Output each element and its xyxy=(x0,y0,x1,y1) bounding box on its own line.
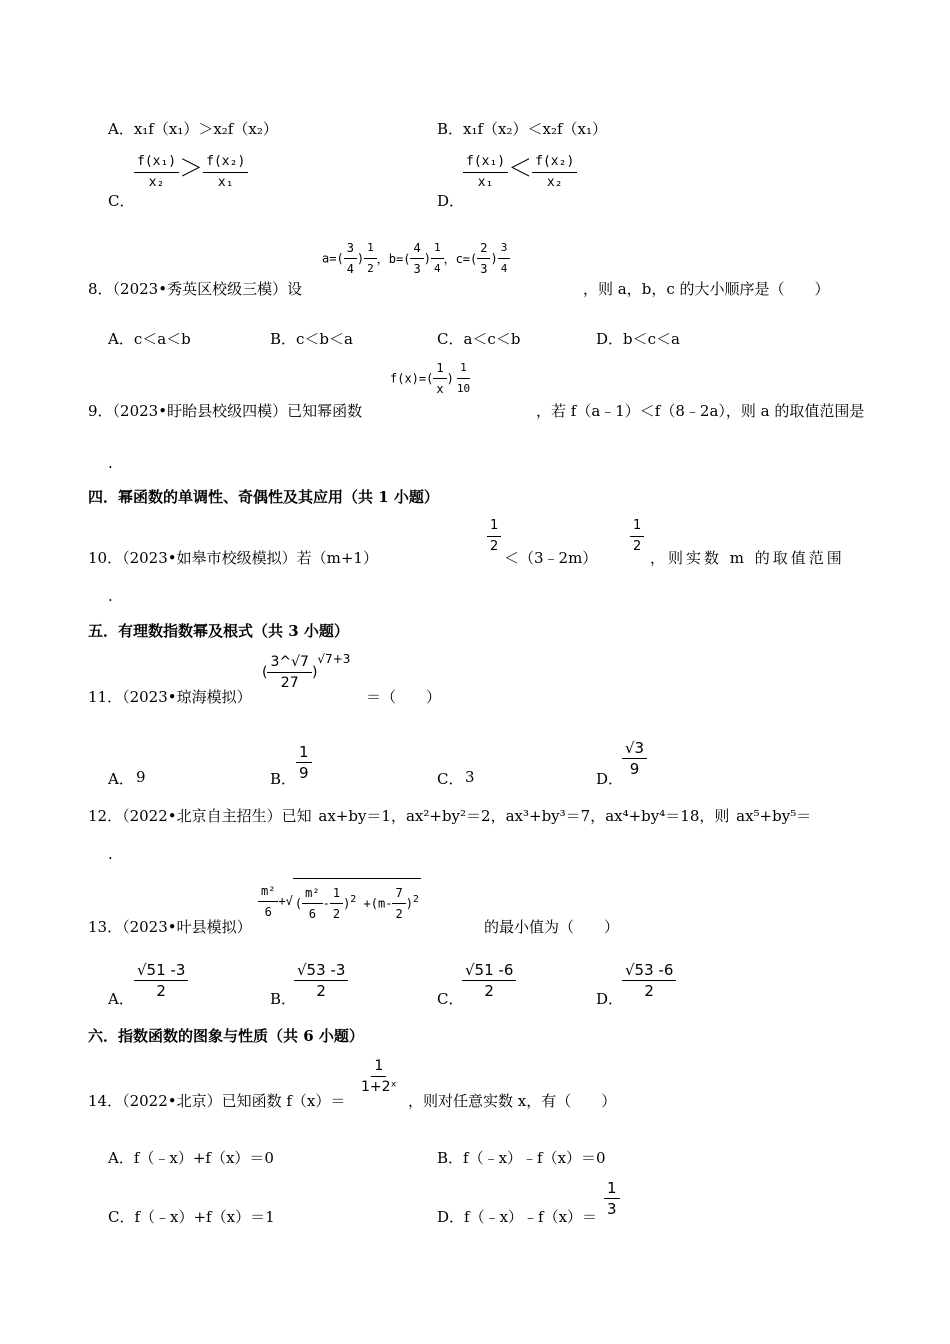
q7-option-d-label: D． xyxy=(437,192,465,210)
q11-option-c: 3 xyxy=(465,768,475,786)
q14-option-c: C．f（﹣x）+f（x）＝1 xyxy=(108,1208,275,1226)
q11-option-d-label: D． xyxy=(596,770,624,788)
q11-option-b: $\frac{1}{9}$ xyxy=(296,742,312,783)
q7-option-a: A．x₁f（x₁）＞x₂f（x₂） xyxy=(108,120,278,138)
c-frac2-num: f(x₂) xyxy=(203,152,248,173)
q9-formula: f(x)=( $\frac{1}{x}$ ) $^{\frac{1}{10}}$ xyxy=(390,358,473,399)
q9-blank: . xyxy=(108,454,113,472)
q13-option-d-label: D． xyxy=(596,990,624,1008)
q8-option-d: D．b＜c＜a xyxy=(596,330,680,348)
q7-option-b: B．x₁f（x₂）＜x₂f（x₁） xyxy=(437,120,608,138)
q8-option-a: A．c＜a＜b xyxy=(108,330,191,348)
q13-option-c-label: C． xyxy=(437,990,464,1008)
section-4-heading: 四．幂函数的单调性、奇偶性及其应用（共 1 小题） xyxy=(88,488,439,506)
q13-formula: $\frac{\text{m²}}{6}$ +√ ( $\frac{\text{m²}}{6}$ - $\frac{1}{2}$ )$^2$ +(m- $\frac{7}{2}$ )$^2$ xyxy=(258,878,421,924)
q10-exp1: $\frac{1}{2}$ xyxy=(487,516,501,557)
d-op: ＜ xyxy=(508,154,533,182)
c-frac1-den: x₂ xyxy=(148,175,165,190)
q14-formula: $\frac{1}{\text{1+2ˣ}}$ xyxy=(361,1058,397,1095)
q13-option-d: $\frac{√53 -6}{2}$ xyxy=(622,960,676,1001)
q13-stem: 13．（2023•叶县模拟） xyxy=(88,918,252,936)
q13-option-b: $\frac{√53 -3}{2}$ xyxy=(294,960,348,1001)
q8-stem: 8．（2023•秀英区校级三模）设 xyxy=(88,280,303,298)
c-frac1-num: f(x₁) xyxy=(134,152,179,173)
q8-tail: ，则 a，b，c 的大小顺序是（ ） xyxy=(583,280,830,298)
q10-stem: 10．（2023•如皋市校级模拟）若（m+1） xyxy=(88,549,378,567)
q8-option-b: B．c＜b＜a xyxy=(270,330,353,348)
c-frac2-den: x₁ xyxy=(217,175,234,190)
section-5-heading: 五．有理数指数幂及根式（共 3 小题） xyxy=(88,622,349,640)
q13-option-b-label: B． xyxy=(270,990,297,1008)
q14-option-b: B．f（﹣x）﹣f（x）＝0 xyxy=(437,1149,606,1167)
q10-blank: . xyxy=(108,587,113,605)
q14-option-d: D．f（﹣x）﹣f（x）＝ xyxy=(437,1208,598,1226)
q13-option-c: $\frac{√51 -6}{2}$ xyxy=(462,960,516,1001)
q12-blank: . xyxy=(108,845,113,863)
q10-tail: ，则实数 m 的取值范围 xyxy=(650,549,845,567)
q10-mid: ＜（3﹣2m） xyxy=(504,549,598,567)
q9-stem: 9．（2023•盱眙县校级四模）已知幂函数 xyxy=(88,402,363,420)
q14-tail: ，则对任意实数 x，有（ ） xyxy=(408,1092,617,1110)
q11-option-b-label: B． xyxy=(270,770,297,788)
q13-tail: 的最小值为（ ） xyxy=(484,918,620,936)
d-frac1-num: f(x₁) xyxy=(463,152,508,173)
q11-stem: 11．（2023•琼海模拟） xyxy=(88,688,252,706)
section-6-heading: 六．指数函数的图象与性质（共 6 小题） xyxy=(88,1027,364,1045)
q11-option-a-label: A． xyxy=(108,770,134,788)
d-frac2-den: x₂ xyxy=(546,175,563,190)
q8-formula: a=( $\frac{3}{4}$ ) $^{\frac{1}{2}}$ ，b=( $\frac{4}{3}$ ) $^{\frac{1}{4}}$ ，c=( $\frac{2}{3}$ ) $^{\frac{3}{4}}$ xyxy=(322,238,510,279)
q11-option-a: 9 xyxy=(136,768,146,786)
q13-option-a: $\frac{√51 -3}{2}$ xyxy=(134,960,188,1001)
q11-tail: ＝（ ） xyxy=(366,688,442,706)
q11-option-d: $\frac{√3}{9}$ xyxy=(622,738,647,779)
c-op: ＞ xyxy=(179,154,204,182)
q8-option-c: C．a＜c＜b xyxy=(437,330,521,348)
q7-option-c-math xyxy=(134,148,248,193)
q13-option-a-label: A． xyxy=(108,990,134,1008)
q7-option-c-label: C． xyxy=(108,192,135,210)
q12-stem: 12．（2022•北京自主招生）已知 ax+by＝1，ax²+by²＝2，ax³+by³＝7，ax⁴+by⁴＝18，则 ax⁵+by⁵＝ xyxy=(88,807,812,825)
q7-option-d-math xyxy=(463,148,577,193)
q14-option-d-frac: $\frac{1}{3}$ xyxy=(604,1178,620,1219)
q11-formula: ( $\frac{3\^{}√7}{27}$ )√7+3 xyxy=(262,652,351,691)
d-frac1-den: x₁ xyxy=(477,175,494,190)
d-frac2-num: f(x₂) xyxy=(532,152,577,173)
q14-stem: 14．（2022•北京）已知函数 f（x）＝ xyxy=(88,1092,346,1110)
q11-option-c-label: C． xyxy=(437,770,464,788)
q14-option-a: A．f（﹣x）+f（x）＝0 xyxy=(108,1149,274,1167)
q9-tail: ，若 f（a﹣1）＜f（8﹣2a），则 a 的取值范围是 xyxy=(536,402,865,420)
q10-exp2: $\frac{1}{2}$ xyxy=(630,516,644,557)
